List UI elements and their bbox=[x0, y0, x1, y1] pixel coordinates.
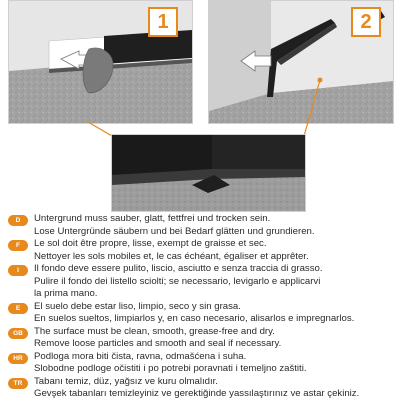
instruction-line: Pulire il fondo dei listello sciolti; se necessario, levigarlo e applicarvi bbox=[34, 275, 321, 287]
instruction-line: The surface must be clean, smooth, grease-free and dry. bbox=[34, 325, 275, 337]
language-badge: D bbox=[8, 215, 28, 226]
detail-illustration bbox=[112, 135, 305, 211]
instruction-it bbox=[4, 263, 412, 301]
instruction-line: la prima mano. bbox=[34, 288, 98, 299]
instruction-line: Remove loose particles and smooth and seal if necessary. bbox=[34, 338, 282, 349]
language-badge: HR bbox=[8, 353, 28, 364]
language-badge: F bbox=[8, 240, 28, 251]
instruction-gb bbox=[4, 326, 412, 351]
instruction-tr bbox=[4, 376, 412, 401]
step-1-panel bbox=[8, 0, 193, 124]
instruction-de bbox=[4, 213, 412, 238]
instruction-line: En suelos sueltos, limpiarlos y, en caso necesario, alisarlos e impregnarlos. bbox=[34, 313, 355, 324]
instruction-line: Untergrund muss sauber, glatt, fettfrei und trocken sein. bbox=[34, 213, 271, 224]
step-2-badge: 2 bbox=[351, 7, 381, 37]
instruction-line: Slobodne podloge očistiti i po potrebi poravnati i temeljno zaštiti. bbox=[34, 363, 307, 374]
step-1-badge: 1 bbox=[148, 7, 178, 37]
instruction-line: Le sol doit être propre, lisse, exempt de graisse et sec. bbox=[34, 238, 267, 249]
instruction-es bbox=[4, 301, 412, 326]
instruction-line: Il fondo deve essere pulito, liscio, asciutto e senza traccia di grasso. bbox=[34, 263, 323, 274]
instruction-fr bbox=[4, 238, 412, 263]
instruction-line: Gevşek tabanları temizleyiniz ve gerektiğinde yassılaştırınız ve astar çekiniz. bbox=[34, 388, 360, 399]
instruction-line: Podloga mora biti čista, ravna, odmašćena i suha. bbox=[34, 350, 247, 362]
instruction-list bbox=[4, 213, 412, 401]
instruction-hr bbox=[4, 351, 412, 376]
language-badge: I bbox=[8, 265, 28, 276]
language-badge: TR bbox=[8, 378, 28, 389]
instruction-line: Nettoyer les sols mobiles et, le cas échéant, égaliser et apprêter. bbox=[34, 250, 309, 262]
instruction-line: Lose Untergründe säubern und bei Bedarf glätten und grundieren. bbox=[34, 225, 315, 237]
instruction-line: El suelo debe estar liso, limpio, seco y sin grasa. bbox=[34, 300, 241, 312]
language-badge: E bbox=[8, 303, 28, 314]
step-2-panel bbox=[208, 0, 394, 124]
language-badge: GB bbox=[8, 328, 28, 339]
instruction-line: Tabanı temiz, düz, yağsız ve kuru olmalıdır. bbox=[34, 375, 218, 387]
detail-panel bbox=[111, 134, 306, 212]
